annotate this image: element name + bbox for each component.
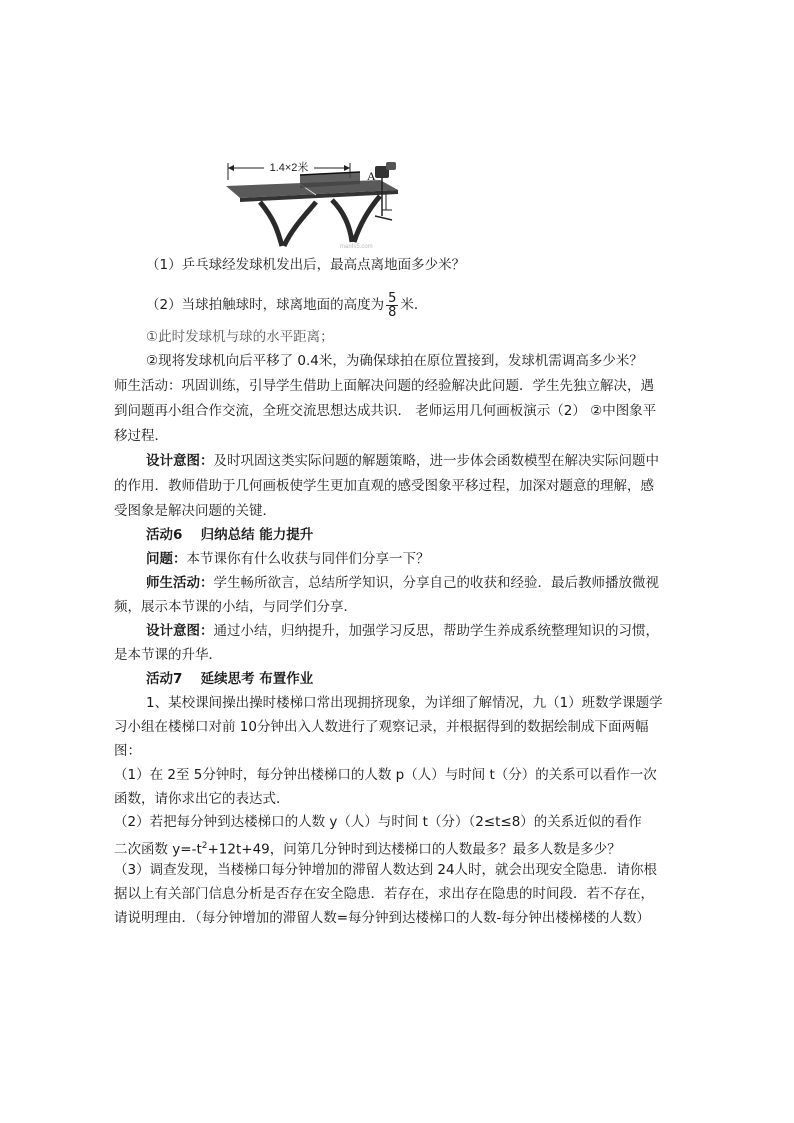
homework-1-part-3-line-2: 据以上有关部门信息分析是否存在安全隐患．若存在，求出存在隐患的时间段．若不存在， bbox=[114, 886, 654, 902]
question-6-label: 问题： bbox=[146, 551, 187, 567]
dimension-arrow-left bbox=[228, 165, 234, 171]
fraction-five-eighths bbox=[386, 292, 398, 319]
teacher-activity-6-line-2: 频，展示本节课的小结，与同学们分享． bbox=[114, 599, 357, 615]
homework-1-part-3-line-1: （3）调查发现，当楼梯口每分钟增加的滞留人数达到 24人时，就会出现安全隐患．请你根 bbox=[114, 862, 658, 878]
homework-1-line-1: 1、某校课间操出操时楼梯口常出现拥挤现象，为详细了解情况，九（1）班数学课题学 bbox=[146, 695, 663, 711]
dimension-arrow-right bbox=[344, 165, 350, 171]
question-2-part-1: ①此时发球机与球的水平距离； bbox=[146, 329, 334, 345]
homework-1-part-2-line-2 bbox=[114, 836, 621, 860]
teacher-activity-1-line-2: 到问题再小组合作交流，全班交流思想达成共识． 老师运用几何画板演示（2） ②中图象平 bbox=[114, 403, 657, 419]
activity-7-heading: 活动7 延续思考 布置作业 bbox=[146, 671, 314, 687]
homework-1-line-2: 习小组在楼梯口对前 10分钟出入人数进行了观察记录，并根据得到的数据绘制成下面两幅 bbox=[114, 719, 649, 735]
question-2 bbox=[146, 290, 427, 320]
question-2-unit: 米． bbox=[400, 297, 428, 313]
ping-pong-table-illustration bbox=[220, 150, 420, 250]
fraction-numerator: 5 bbox=[388, 290, 397, 306]
question-6-text: 本节课你有什么收获与同伴们分享一下？ bbox=[186, 551, 430, 567]
dimension-label: 1.4×2米 bbox=[269, 162, 309, 174]
homework-1-part-1-line-1: （1）在 2至 5分钟时，每分钟出楼梯口的人数 p（人）与时间 t（分）的关系可以看作一次 bbox=[114, 767, 657, 783]
design-intent-6-line-1 bbox=[146, 621, 659, 641]
design-intent-1-line-1 bbox=[146, 451, 659, 471]
homework-1-line-3: 图： bbox=[114, 743, 141, 759]
homework-1-part-1-line-2: 函数，请你求出它的表达式． bbox=[114, 791, 290, 807]
teacher-activity-6-line-1 bbox=[146, 573, 659, 593]
ball-machine-head bbox=[386, 162, 396, 170]
teacher-activity-text: 学生畅所欲言，总结所学知识，分享自己的收获和经验．最后教师播放微视 bbox=[213, 575, 659, 591]
teacher-activity-1-line-1: 师生活动：巩固训练，引导学生借助上面解决问题的经验解决此问题．学生先独立解决，遇 bbox=[114, 378, 654, 394]
design-intent-text: 通过小结，归纳提升，加强学习反思，帮助学生养成系统整理知识的习惯， bbox=[213, 623, 659, 639]
question-2-text: （2）当球拍触球时，球离地面的高度为 bbox=[146, 297, 385, 313]
watermark: manfs5.com bbox=[340, 244, 373, 250]
homework-1-part-3-line-3: 请说明理由．（每分钟增加的滞留人数=每分钟到达楼梯口的人数-每分钟出楼梯楼的人数） bbox=[114, 910, 650, 926]
machine-base bbox=[375, 216, 392, 220]
activity-6-heading: 活动6 归纳总结 能力提升 bbox=[146, 527, 314, 543]
table-leg-left bbox=[260, 202, 282, 246]
design-intent-label: 设计意图： bbox=[146, 623, 214, 639]
question-6 bbox=[146, 549, 430, 569]
question-1: （1）乒乓球经发球机发出后，最高点离地面多少米？ bbox=[146, 257, 466, 273]
teacher-activity-1-line-3: 移过程． bbox=[114, 428, 168, 444]
fraction-denominator: 8 bbox=[388, 304, 397, 320]
table-leg-right-inner bbox=[354, 196, 380, 242]
ping-pong-table-figure bbox=[220, 150, 420, 250]
point-a-label: A bbox=[367, 169, 376, 183]
design-intent-1-line-2: 的作用．教师借助于几何画板使学生更加直观的感受图象平移过程，加深对题意的理解，感 bbox=[114, 478, 654, 494]
design-intent-label: 设计意图： bbox=[146, 453, 214, 469]
homework-1-part-2-line-1: （2）若把每分钟到达楼梯口的人数 y（人）与时间 t（分）（2≤t≤8）的关系近似的看作 bbox=[114, 814, 642, 830]
design-intent-1-line-3: 受图象是解决问题的关键． bbox=[114, 503, 276, 519]
question-2-part-2: ②现将发球机向后平移了 0.4米，为确保球拍在原位置接到，发球机需调高多少米？ bbox=[146, 353, 643, 369]
design-intent-text: 及时巩固这类实际问题的解题策略，进一步体会函数模型在解决实际问题中 bbox=[213, 453, 659, 469]
table-leg-right bbox=[332, 200, 352, 242]
design-intent-6-line-2: 是本节课的升华． bbox=[114, 647, 222, 663]
quadratic-text-a: 二次函数 y=-t bbox=[114, 841, 202, 858]
table-leg-left-inner bbox=[284, 202, 316, 246]
teacher-activity-label: 师生活动： bbox=[146, 575, 214, 591]
quadratic-text-b: +12t+49，问第几分钟时到达楼梯口的人数最多？最多人数是多少？ bbox=[207, 841, 621, 858]
quadratic-exponent: 2 bbox=[201, 841, 208, 851]
